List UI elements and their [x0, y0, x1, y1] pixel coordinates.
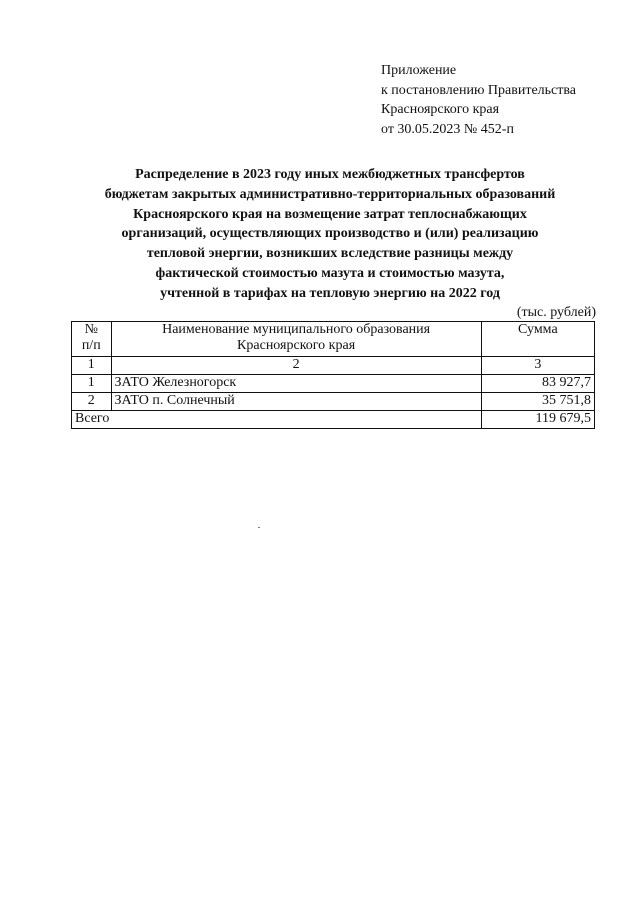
- column-index: 2: [111, 357, 481, 375]
- header-name: [111, 322, 481, 357]
- column-index-row: [72, 357, 595, 375]
- attachment-line: Приложение: [381, 63, 457, 78]
- header-number-line2: п/п: [81, 338, 101, 353]
- title-line: бюджетам закрытых административно-территориальных образований: [104, 186, 556, 202]
- total-row: [72, 411, 595, 429]
- column-index: 3: [481, 357, 594, 375]
- title-line: Распределение в 2023 году иных межбюджетных трансфертов: [135, 167, 525, 182]
- column-index: 1: [72, 357, 112, 375]
- row-sum: 35 751,8: [481, 393, 594, 411]
- table-row: [72, 375, 595, 393]
- municipality-name: ЗАТО п. Солнечный: [111, 393, 481, 411]
- units-label: (тыс. рублей): [516, 305, 596, 320]
- document-title: [60, 165, 600, 304]
- scan-speck: [258, 527, 260, 528]
- title-line: организаций, осуществляющих производство и (или) реализацию: [121, 226, 539, 242]
- header-number: [72, 322, 112, 357]
- attachment-line: к постановлению Правительства: [381, 82, 577, 98]
- title-line: тепловой энергии, возникших вследствие разницы между: [146, 246, 514, 262]
- table-header-row: [72, 322, 595, 357]
- municipality-name: ЗАТО Железногорск: [111, 375, 481, 393]
- distribution-table: [71, 321, 595, 429]
- table-row: [72, 393, 595, 411]
- title-line: учтенной в тарифах на тепловую энергию на 2022 год: [160, 285, 500, 301]
- row-sum: 83 927,7: [481, 375, 594, 393]
- title-line: Красноярского края на возмещение затрат теплоснабжающих: [133, 206, 527, 222]
- total-label: Всего: [72, 411, 482, 429]
- header-sum: Сумма: [481, 322, 594, 357]
- title-line: фактической стоимостью мазута и стоимостью мазута,: [155, 265, 505, 281]
- attachment-line: от 30.05.2023 № 452-п: [381, 121, 514, 137]
- header-name-line1: Наименование муниципального образования: [162, 322, 431, 337]
- attachment-line: Красноярского края: [381, 102, 500, 117]
- header-number-line1: №: [84, 322, 98, 337]
- row-number: 1: [72, 375, 112, 393]
- total-sum: 119 679,5: [481, 411, 594, 429]
- attachment-note: [381, 61, 576, 139]
- header-name-line2: Красноярского края: [237, 338, 356, 353]
- row-number: 2: [72, 393, 112, 411]
